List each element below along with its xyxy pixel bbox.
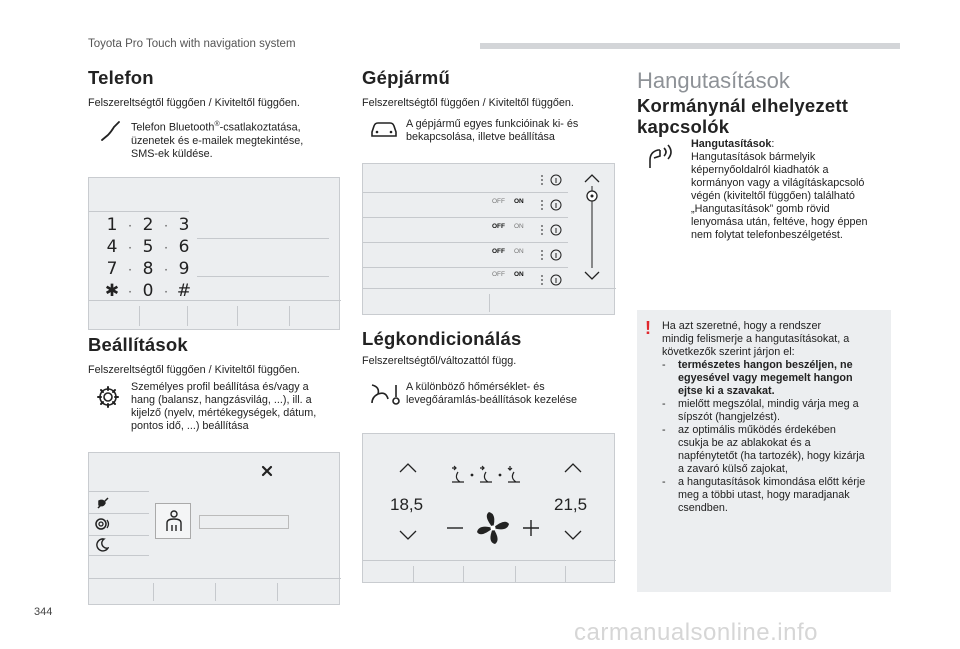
toggle-on: ON: [514, 271, 524, 278]
registered-mark: ®: [214, 121, 220, 128]
gepjarmu-desc: [406, 118, 616, 144]
warning-mark: !: [645, 318, 651, 338]
intro-line3: következők szerint járjon el:: [662, 346, 795, 358]
item4-line3: csendben.: [678, 502, 728, 514]
intro-line1: Ha azt szeretné, hogy a rendszer: [662, 320, 822, 332]
person-icon[interactable]: [163, 509, 185, 533]
watermark: carmanualsonline.info: [574, 619, 818, 646]
page-header: Toyota Pro Touch with navigation system: [88, 38, 296, 50]
row-info-icons: [540, 172, 562, 292]
heading-line1: Kormánynál elhelyezett: [637, 95, 849, 116]
key-6[interactable]: 6: [178, 237, 190, 257]
item3-line2: csukja be az ablakokat és a: [678, 437, 811, 449]
telefon-heading: Telefon: [88, 67, 154, 88]
moon-icon[interactable]: [95, 538, 109, 552]
toggle-off: OFF: [492, 223, 505, 230]
scroll-control[interactable]: [582, 172, 602, 284]
voice-command-icon: [646, 142, 678, 172]
gepjarmu-screen: [362, 163, 615, 315]
warning-intro: [662, 320, 884, 359]
legkondi-desc-line1: A különböző hőmérséklet- és: [406, 381, 545, 393]
fan-speed-control[interactable]: [443, 510, 543, 546]
hangutasitasok-desc: [691, 138, 896, 242]
legkondi-desc: [406, 381, 616, 407]
warning-text: [662, 320, 884, 515]
telefon-desc-line1b: -csatlakoztatása,: [219, 121, 301, 134]
legkondi-screen: [362, 433, 615, 583]
key-star[interactable]: ✱: [104, 281, 120, 301]
fan-temperature-icon: [368, 381, 402, 407]
warning-item-4: [662, 476, 884, 515]
desc-line5: „Hangutasítások” gomb rövid: [691, 203, 830, 215]
beallitasok-screen: [88, 452, 340, 605]
dash: -: [662, 359, 666, 371]
key-7[interactable]: 7: [106, 259, 118, 279]
desc-line6: lenyomása után, feltéve, hogy éppen: [691, 216, 868, 228]
beallitasok-desc-line1: Személyes profil beállítása és/vagy a: [131, 381, 309, 393]
temp-left-up-icon[interactable]: [398, 462, 418, 474]
warning-item-3: [662, 424, 884, 476]
item1-line1: természetes hangon beszéljen, ne: [678, 359, 853, 371]
toggle-off: OFF: [492, 271, 505, 278]
temp-right-down-icon[interactable]: [563, 529, 583, 541]
gear-icon: [95, 384, 121, 410]
key-4[interactable]: 4: [106, 237, 118, 257]
car-icon: [369, 118, 399, 140]
dash: -: [662, 424, 666, 436]
dash: -: [662, 476, 666, 488]
phone-icon: [98, 118, 124, 144]
sound-settings-icon[interactable]: [95, 495, 111, 511]
key-0[interactable]: 0: [142, 281, 154, 301]
item3-line4: a zavaró külső zajokat,: [678, 463, 788, 475]
key-8[interactable]: 8: [142, 259, 154, 279]
voice-label-colon: :: [771, 138, 775, 150]
beallitasok-heading: Beállítások: [88, 334, 188, 355]
hangutasitasok-title: Hangutasítások: [637, 68, 790, 93]
desc-line3: kormányon vagy a világításkapcsoló: [691, 177, 865, 189]
desc-line4: végén (kiviteltől függően) található: [691, 190, 855, 202]
item3-line1: az optimális működés érdekében: [678, 424, 836, 436]
key-3[interactable]: 3: [178, 215, 190, 235]
beallitasok-desc-line3: kijelző (nyelv, mértékegységek, dátum,: [131, 407, 317, 419]
telefon-intro: Felszereltségtől függően / Kiviteltől függően.: [88, 97, 300, 109]
beallitasok-intro: Felszereltségtől függően / Kiviteltől függően.: [88, 364, 300, 376]
key-hash[interactable]: #: [176, 281, 192, 301]
desc-line1: Hangutasítások bármelyik: [691, 151, 816, 163]
telefon-desc-line1a: Telefon Bluetooth: [131, 121, 215, 134]
hangutasitasok-heading: [637, 95, 848, 137]
airflow-icons[interactable]: [448, 464, 538, 486]
intro-line2: mindig felismerje a hangutasításokat, a: [662, 333, 850, 345]
item4-line1: a hangutasítások kimondása előtt kérje: [678, 476, 866, 488]
toggle-on: ON: [514, 198, 524, 205]
item1-line2: egyesével vagy megemelt hangon: [678, 372, 853, 384]
item3-line3: napfénytetőt (ha tartozék), hogy kizárja: [678, 450, 865, 462]
temp-left: 18,5: [390, 495, 424, 514]
toggle-row-2[interactable]: [492, 222, 538, 233]
header-bar: [480, 43, 900, 49]
telefon-desc: [131, 118, 331, 161]
close-icon[interactable]: [261, 465, 273, 477]
gepjarmu-desc-line1: A gépjármű egyes funkcióinak ki- és: [406, 118, 579, 130]
heading-line2: kapcsolók: [637, 116, 730, 137]
gepjarmu-heading: Gépjármű: [362, 67, 450, 88]
toggle-off: OFF: [492, 248, 505, 255]
toggle-on: ON: [514, 248, 524, 255]
item2-line2: sípszót (hangjelzést).: [678, 411, 781, 423]
temp-right: 21,5: [554, 495, 588, 514]
telefon-screen: [88, 177, 340, 330]
gepjarmu-desc-line2: bekapcsolása, illetve beállítása: [406, 131, 555, 143]
temp-left-down-icon[interactable]: [398, 529, 418, 541]
beallitasok-desc-line4: pontos idő, ...) beállítása: [131, 420, 249, 432]
warning-item-1: [662, 359, 884, 398]
keypad-row-4: ✱ · 0 · #: [101, 281, 195, 301]
desc-line2: képernyőoldalról kiadhatók a: [691, 164, 829, 176]
toggle-row-3[interactable]: [492, 247, 538, 258]
keypad-row-2: 4 · 5 · 6: [101, 237, 195, 257]
key-5[interactable]: 5: [142, 237, 154, 257]
item1-line3: ejtse ki a szavakat.: [678, 385, 775, 397]
legkondi-heading: Légkondicionálás: [362, 328, 522, 349]
telefon-desc-line2: üzenetek és e-mailek megtekintése,: [131, 134, 304, 147]
keypad-row-3: 7 · 8 · 9: [101, 259, 195, 279]
voice-label: Hangutasítások: [691, 138, 772, 150]
toggle-row-1[interactable]: [492, 197, 538, 208]
item2-line1: mielőtt megszólal, mindig várja meg a: [678, 398, 859, 410]
telefon-desc-line3: SMS-ek küldése.: [131, 147, 213, 160]
item4-line2: meg a többi utast, hogy maradjanak: [678, 489, 850, 501]
dash: -: [662, 398, 666, 410]
beallitasok-desc: [131, 381, 341, 433]
beallitasok-desc-line2: hang (balansz, hangzásvilág, ...), ill. a: [131, 394, 312, 406]
key-9[interactable]: 9: [178, 259, 190, 279]
profile-settings-icon[interactable]: [93, 516, 113, 532]
gepjarmu-intro: Felszereltségtől függően / Kiviteltől függően.: [362, 97, 574, 109]
legkondi-intro: Felszereltségtől/változattól függ.: [362, 355, 517, 367]
legkondi-desc-line2: levegőáramlás-beállítások kezelése: [406, 394, 578, 406]
toggle-row-4[interactable]: [492, 270, 538, 281]
toggle-off: OFF: [492, 198, 505, 205]
desc-line7: nem folytat telefonbeszélgetést.: [691, 229, 843, 241]
page-number: 344: [34, 606, 53, 618]
toggle-on: ON: [514, 223, 524, 230]
keypad-row-1: 1 · 2 · 3: [101, 215, 195, 235]
warning-item-2: [662, 398, 884, 424]
temp-right-up-icon[interactable]: [563, 462, 583, 474]
key-1[interactable]: 1: [106, 215, 118, 235]
key-2[interactable]: 2: [142, 215, 154, 235]
